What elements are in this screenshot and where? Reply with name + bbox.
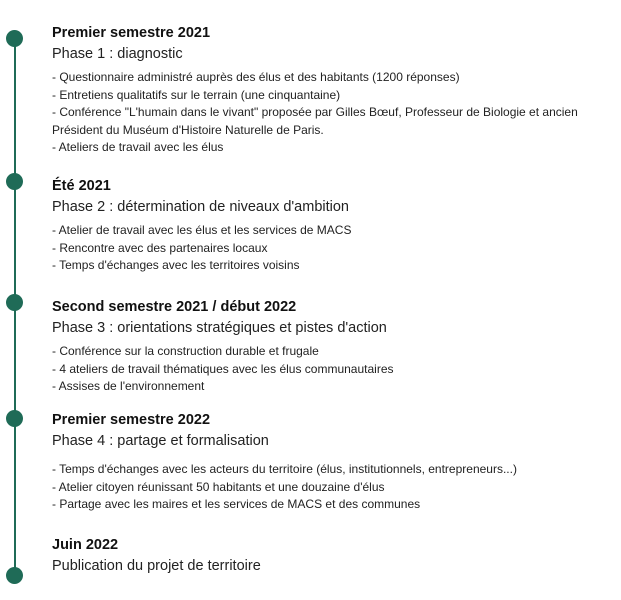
phase-title: Phase 2 : détermination de niveaux d'ambition: [52, 199, 349, 215]
list-item: - Entretiens qualitatifs sur le terrain (une cinquantaine): [52, 87, 341, 102]
phase-items: [52, 343, 615, 396]
phase-period: Été 2021: [52, 178, 111, 194]
list-item: - Assises de l'environnement: [52, 379, 205, 393]
phase-period: Second semestre 2021 / début 2022: [52, 299, 297, 315]
phase-2: [52, 177, 615, 275]
phase-period: Juin 2022: [52, 537, 119, 553]
list-item: - Questionnaire administré auprès des élus et des habitants (1200 réponses): [52, 70, 460, 84]
list-item: - Ateliers de travail avec les élus: [52, 140, 224, 154]
phase-1: [52, 24, 615, 157]
phase-5: [52, 536, 615, 576]
phase-items: [52, 222, 615, 275]
list-item: - 4 ateliers de travail thématiques avec les élus communautaires: [52, 361, 394, 376]
list-item: - Rencontre avec des partenaires locaux: [52, 240, 268, 255]
list-item: - Atelier citoyen réunissant 50 habitants et une douzaine d'élus: [52, 479, 385, 494]
list-item: - Temps d'échanges avec les acteurs du territoire (élus, institutionnels, entrepreneurs...): [52, 462, 517, 476]
timeline-dot-3: [6, 294, 23, 311]
phase-4: [52, 411, 615, 514]
timeline-dot-4: [6, 410, 23, 427]
phase-items: [52, 69, 615, 157]
timeline-dot-5: [6, 567, 23, 584]
list-item: - Conférence "L'humain dans le vivant" proposée par Gilles Bœuf, Professeur de Biologie et ancien Président du Muséum d'Histoire Naturelle de Paris.: [52, 105, 578, 137]
list-item: - Temps d'échanges avec les territoires voisins: [52, 258, 300, 272]
phase-items: [52, 461, 615, 514]
phase-3: [52, 298, 615, 396]
phase-period: Premier semestre 2021: [52, 25, 211, 41]
phase-title: Phase 4 : partage et formalisation: [52, 433, 269, 449]
timeline-dot-1: [6, 30, 23, 47]
phase-period: Premier semestre 2022: [52, 412, 211, 428]
phase-title: Phase 3 : orientations stratégiques et pistes d'action: [52, 320, 387, 336]
timeline-dot-2: [6, 173, 23, 190]
list-item: - Conférence sur la construction durable et frugale: [52, 344, 319, 358]
phase-title: Phase 1 : diagnostic: [52, 46, 183, 62]
list-item: - Atelier de travail avec les élus et les services de MACS: [52, 223, 352, 237]
list-item: - Partage avec les maires et les services de MACS et des communes: [52, 497, 421, 511]
phase-title: Publication du projet de territoire: [52, 558, 261, 574]
